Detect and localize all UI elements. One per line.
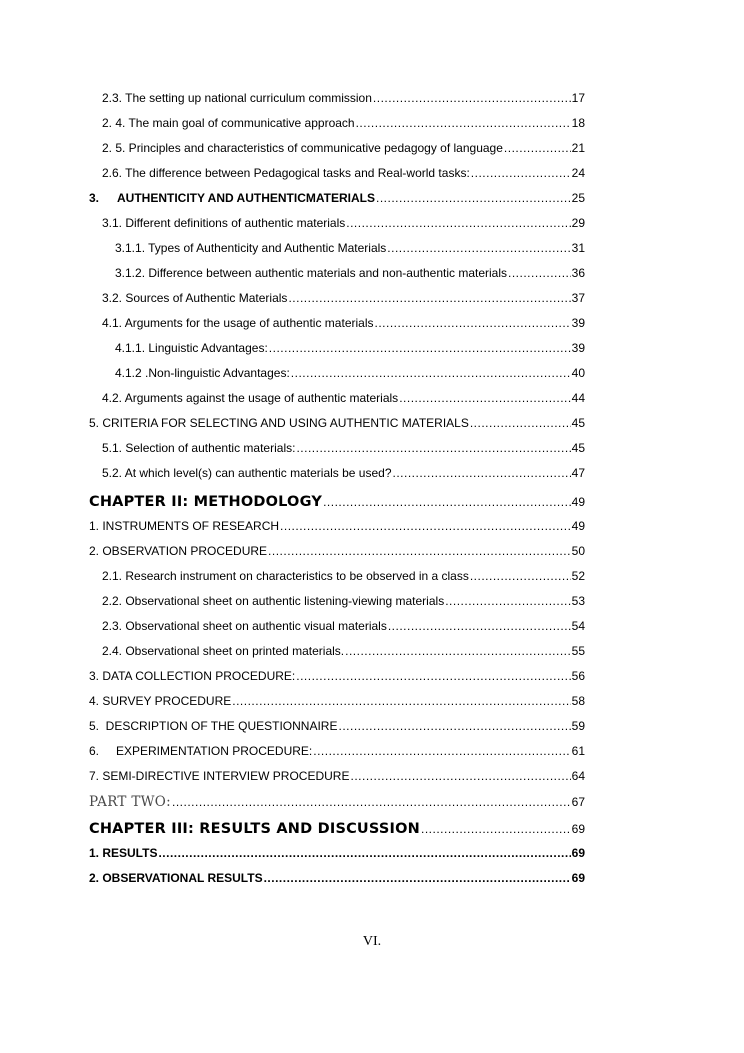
toc-entry-title: 4.1.1. Linguistic Advantages: xyxy=(115,341,268,355)
dot-leader xyxy=(323,494,571,510)
toc-entry-title: 4.1. Arguments for the usage of authentic materials xyxy=(102,316,374,330)
toc-entry-page: 59 xyxy=(571,719,585,733)
toc-entry-title: 5.2. At which level(s) can authentic materials be used? xyxy=(102,466,392,480)
dot-leader xyxy=(264,870,571,886)
toc-entry[interactable] xyxy=(89,340,585,356)
dot-leader xyxy=(313,743,570,759)
toc-entry-title: 2. 4. The main goal of communicative approach xyxy=(102,116,355,130)
toc-entry-page: 44 xyxy=(571,391,585,405)
toc-chapter-heading[interactable] xyxy=(89,492,585,510)
section-title: AUTHENTICITY AND AUTHENTICMATERIALS xyxy=(117,191,375,205)
toc-section-heading[interactable] xyxy=(89,845,585,861)
toc-entry-page: 58 xyxy=(571,694,585,708)
toc-section-heading[interactable] xyxy=(89,518,585,534)
toc-entry[interactable] xyxy=(89,265,585,281)
dot-leader xyxy=(393,465,571,481)
section-number: 6. xyxy=(89,744,100,758)
toc-entry-title: 4. SURVEY PROCEDURE xyxy=(89,694,232,708)
page-number-footer: VI. xyxy=(362,934,382,949)
toc-entry-page: 69 xyxy=(571,822,585,836)
toc-entry-title: 2.2. Observational sheet on authentic listening-viewing materials xyxy=(102,594,445,608)
toc-entry-page: 37 xyxy=(571,291,585,305)
toc-entry-page: 29 xyxy=(571,216,585,230)
toc-entry-page: 24 xyxy=(571,166,585,180)
toc-entry-page: 52 xyxy=(571,569,585,583)
dot-leader xyxy=(508,265,571,281)
toc-entry-page: 45 xyxy=(571,441,585,455)
dot-leader xyxy=(296,668,570,684)
toc-entry-title: 2.3. Observational sheet on authentic visual materials xyxy=(102,619,387,633)
dot-leader xyxy=(345,643,571,659)
toc-entry-title: 2.6. The difference between Pedagogical tasks and Real-world tasks: xyxy=(102,166,470,180)
toc-chapter-title: CHAPTER III: RESULTS AND DISCUSSION xyxy=(89,821,420,837)
toc-entry-page: 49 xyxy=(571,519,585,533)
toc-entry-page: 31 xyxy=(571,241,585,255)
toc-entry[interactable] xyxy=(89,593,585,609)
toc-entry-title: 2. OBSERVATION PROCEDURE xyxy=(89,544,268,558)
toc-entry[interactable] xyxy=(89,465,585,481)
toc-entry-page: 25 xyxy=(571,191,585,205)
dot-leader xyxy=(172,794,571,810)
toc-entry-page: 47 xyxy=(571,466,585,480)
toc-entry-page: 55 xyxy=(571,644,585,658)
dot-leader xyxy=(269,340,571,356)
toc-entry-page: 61 xyxy=(571,744,585,758)
toc-entry-title: 4.2. Arguments against the usage of authentic materials xyxy=(102,391,399,405)
toc-entry[interactable] xyxy=(89,240,585,256)
toc-part-title: PART TWO: xyxy=(89,794,172,810)
dot-leader xyxy=(445,593,570,609)
dot-leader xyxy=(421,821,571,837)
dot-leader xyxy=(291,365,571,381)
dot-leader xyxy=(504,140,571,156)
toc-entry[interactable] xyxy=(89,618,585,634)
toc-section-heading[interactable] xyxy=(89,743,585,759)
toc-section-heading[interactable] xyxy=(89,190,585,206)
dot-leader xyxy=(296,440,570,456)
toc-chapter-title: CHAPTER II: METHODOLOGY xyxy=(89,494,323,510)
toc-entry-page: 53 xyxy=(571,594,585,608)
toc-entry-title: 3.2. Sources of Authentic Materials xyxy=(102,291,288,305)
dot-leader xyxy=(158,845,570,861)
toc-entry-page: 39 xyxy=(571,316,585,330)
toc-entry-title: 5. CRITERIA FOR SELECTING AND USING AUTHENTIC MATERIALS xyxy=(89,416,469,430)
toc-section-heading[interactable] xyxy=(89,415,585,431)
toc-section-heading[interactable] xyxy=(89,668,585,684)
toc-entry-title xyxy=(89,743,312,759)
dot-leader xyxy=(375,315,571,331)
toc-entry-title: 3.1.1. Types of Authenticity and Authentic Materials xyxy=(115,241,387,255)
toc-entry[interactable] xyxy=(89,365,585,381)
dot-leader xyxy=(373,90,571,106)
dot-leader xyxy=(356,115,571,131)
toc-entry[interactable] xyxy=(89,643,585,659)
dot-leader xyxy=(268,543,571,559)
dot-leader xyxy=(338,718,570,734)
toc-entry-page: 17 xyxy=(571,91,585,105)
toc-entry[interactable] xyxy=(89,165,585,181)
toc-chapter-heading[interactable] xyxy=(89,819,585,837)
toc-entry[interactable] xyxy=(89,140,585,156)
toc-entry-title: 1. INSTRUMENTS OF RESEARCH xyxy=(89,519,280,533)
dot-leader xyxy=(470,568,571,584)
toc-entry-title: 2.4. Observational sheet on printed materials. xyxy=(102,644,345,658)
toc-part-heading[interactable] xyxy=(89,793,585,810)
toc-entry-page: 36 xyxy=(571,266,585,280)
toc-entry-page: 67 xyxy=(571,795,585,809)
dot-leader xyxy=(388,618,571,634)
dot-leader xyxy=(346,215,570,231)
section-title: EXPERIMENTATION PROCEDURE: xyxy=(116,744,313,758)
dot-leader xyxy=(471,165,571,181)
toc-entry-page: 54 xyxy=(571,619,585,633)
toc-entry-page: 64 xyxy=(571,769,585,783)
toc-entry[interactable] xyxy=(89,390,585,406)
table-of-contents xyxy=(89,84,585,886)
toc-entry[interactable] xyxy=(89,315,585,331)
toc-section-heading[interactable] xyxy=(89,543,585,559)
toc-entry[interactable] xyxy=(89,290,585,306)
toc-entry[interactable] xyxy=(89,440,585,456)
toc-entry-page: 49 xyxy=(571,495,585,509)
dot-leader xyxy=(387,240,570,256)
toc-section-heading[interactable] xyxy=(89,693,585,709)
toc-entry[interactable] xyxy=(89,115,585,131)
toc-entry-title: 5.1. Selection of authentic materials: xyxy=(102,441,296,455)
toc-entry-title: 2.1. Research instrument on characteristics to be observed in a class xyxy=(102,569,469,583)
dot-leader xyxy=(232,693,570,709)
toc-entry-page: 69 xyxy=(571,871,585,885)
toc-entry-page: 21 xyxy=(571,141,585,155)
toc-entry-page: 40 xyxy=(571,366,585,380)
toc-entry-page: 39 xyxy=(571,341,585,355)
toc-entry-title xyxy=(89,190,375,206)
toc-entry-title: 7. SEMI-DIRECTIVE INTERVIEW PROCEDURE xyxy=(89,769,350,783)
toc-entry[interactable] xyxy=(89,568,585,584)
toc-entry-title: 3.1. Different definitions of authentic materials xyxy=(102,216,346,230)
toc-entry-title: 2. OBSERVATIONAL RESULTS xyxy=(89,871,263,885)
toc-entry-title: 3. DATA COLLECTION PROCEDURE: xyxy=(89,669,296,683)
toc-section-heading[interactable] xyxy=(89,768,585,784)
toc-entry-page: 69 xyxy=(571,846,585,860)
toc-entry[interactable] xyxy=(89,215,585,231)
toc-entry[interactable] xyxy=(89,90,585,106)
toc-entry-title: 2.3. The setting up national curriculum commission xyxy=(102,91,372,105)
dot-leader xyxy=(350,768,570,784)
toc-section-heading[interactable] xyxy=(89,870,585,886)
toc-entry-page: 50 xyxy=(571,544,585,558)
toc-entry-page: 56 xyxy=(571,669,585,683)
toc-section-heading[interactable] xyxy=(89,718,585,734)
toc-entry-page: 45 xyxy=(571,416,585,430)
toc-entry-title: 3.1.2. Difference between authentic materials and non-authentic materials xyxy=(115,266,508,280)
section-number: 3. xyxy=(89,191,100,205)
toc-entry-title: 2. 5. Principles and characteristics of communicative pedagogy of language xyxy=(102,141,503,155)
toc-entry-page: 18 xyxy=(571,116,585,130)
dot-leader xyxy=(376,190,571,206)
toc-entry-title: 5. DESCRIPTION OF THE QUESTIONNAIRE xyxy=(89,719,338,733)
toc-entry-title: 4.1.2 .Non-linguistic Advantages: xyxy=(115,366,290,380)
dot-leader xyxy=(399,390,570,406)
dot-leader xyxy=(280,518,571,534)
dot-leader xyxy=(288,290,570,306)
dot-leader xyxy=(470,415,571,431)
toc-entry-title: 1. RESULTS xyxy=(89,846,158,860)
